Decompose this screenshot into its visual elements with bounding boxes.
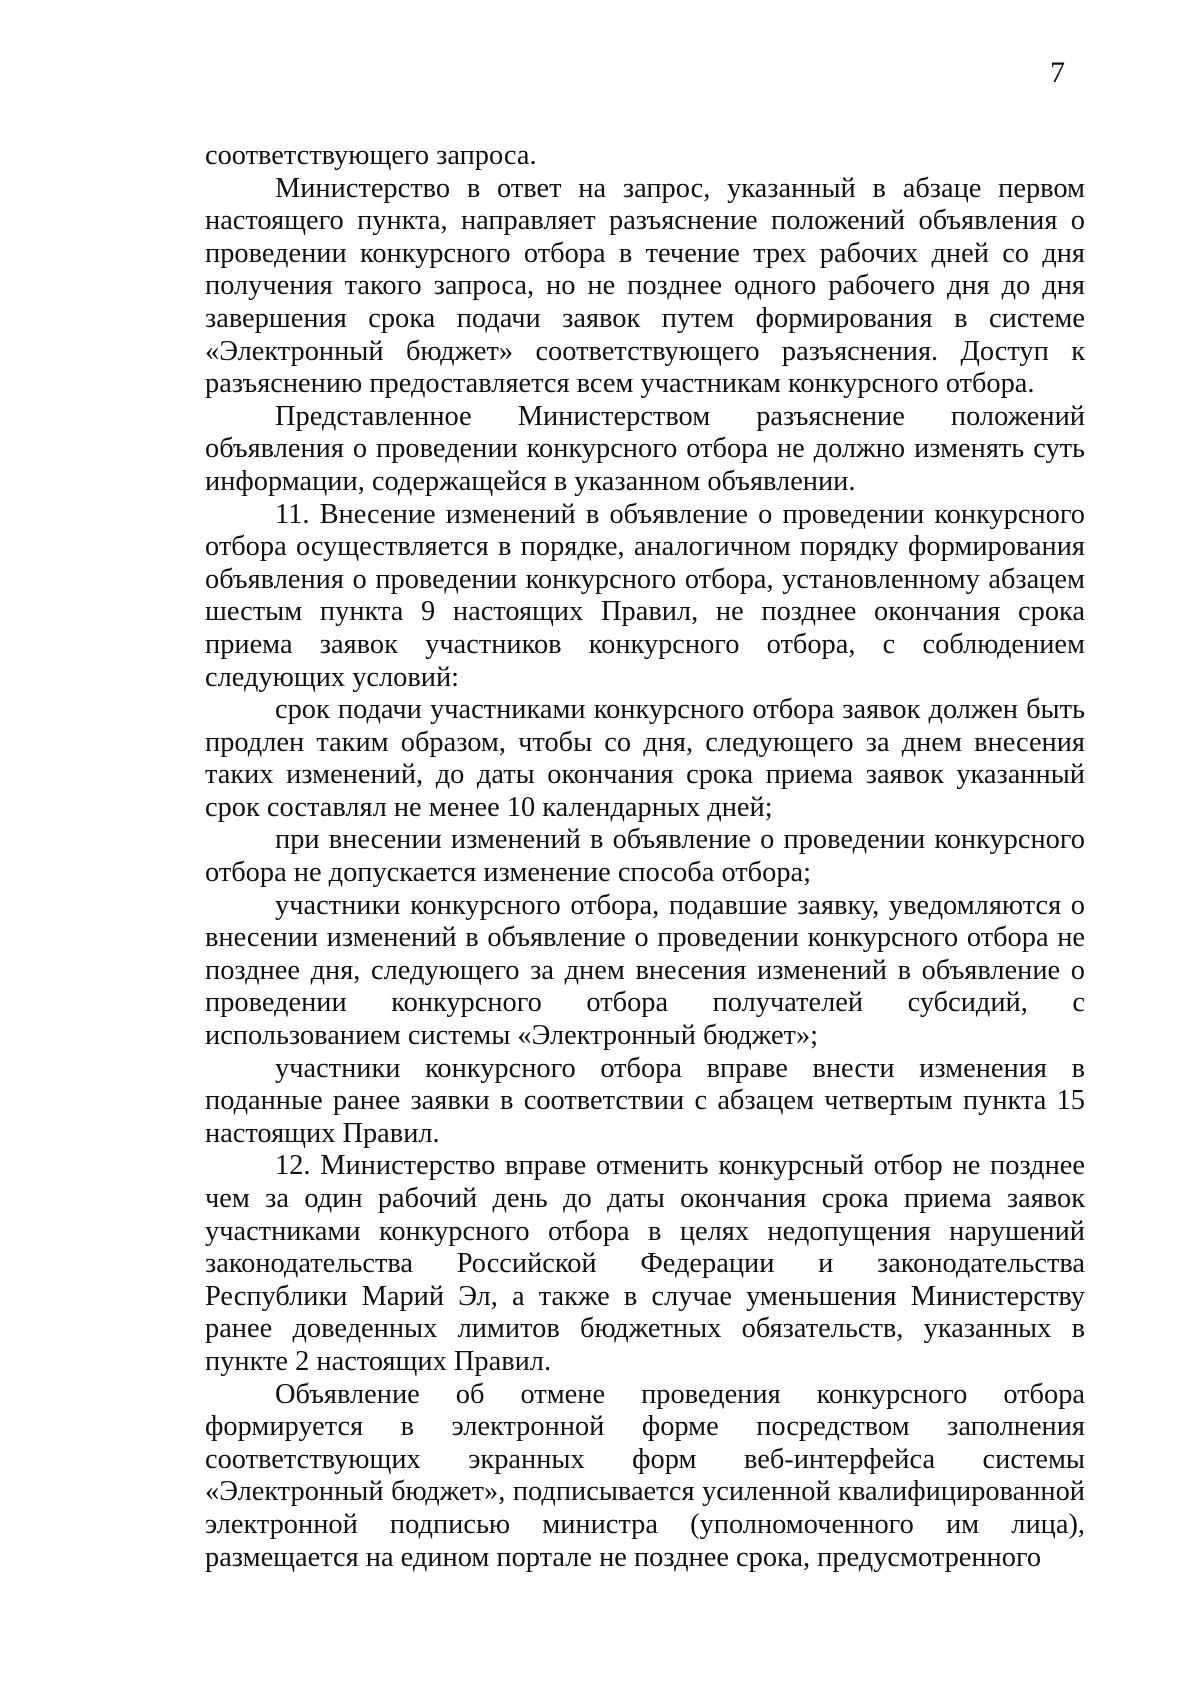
paragraph-item-11: 11. Внесение изменений в объявление о проведении конкурсного отбора осуществляется в порядке, аналогичном порядку формирования объявления о проведении конкурсного отбора, установленному абзацем шестым пункта 9 настоящих Правил, не позднее окончания срока приема заявок участников конкурсного отбора, с соблюдением следующих условий: [205, 498, 1085, 693]
page-number: 7 [1050, 56, 1065, 89]
paragraph-cancellation-notice: Объявление об отмене проведения конкурсного отбора формируется в электронной форме посредством заполнения соответствующих экранных форм веб-интерфейса системы «Электронный бюджет», подписывается усиленной квалифицированной электронной подписью министра (уполномоченного им лица), размещается на едином портале не позднее срока, предусмотренного [205, 1378, 1085, 1573]
paragraph-continuation: соответствующего запроса. [205, 140, 537, 171]
paragraph-deadline-extension: срок подачи участниками конкурсного отбора заявок должен быть продлен таким образом, чтобы со дня, следующего за днем внесения таких изменений, до даты окончания срока приема заявок указанный срок составлял не менее 10 календарных дней; [205, 694, 1085, 823]
paragraph-application-changes: участники конкурсного отбора вправе внести изменения в поданные ранее заявки в соответствии с абзацем четвертым пункта 15 настоящих Правил. [205, 1052, 1085, 1149]
paragraph-item-12: 12. Министерство вправе отменить конкурсный отбор не позднее чем за один рабочий день до даты окончания срока приема заявок участниками конкурсного отбора в целях недопущения нарушений законодательства Российской Федерации и законодательства Республики Марий Эл, а также в случае уменьшения Министерству ранее доведенных лимитов бюджетных обязательств, указанных в пункте 2 настоящих Правил. [205, 1150, 1085, 1377]
paragraph-ministry-response: Министерство в ответ на запрос, указанный в абзаце первом настоящего пункта, направляет разъяснение положений объявления о проведении конкурсного отбора в течение трех рабочих дней со дня получения такого запроса, но не позднее одного рабочего дня до дня завершения срока подачи заявок путем формирования в системе «Электронный бюджет» соответствующего разъяснения. Доступ к разъяснению предоставляется всем участникам конкурсного отбора. [205, 172, 1085, 400]
paragraph-notification: участники конкурсного отбора, подавшие заявку, уведомляются о внесении изменений в объявление о проведении конкурсного отбора не позднее дня, следующего за днем внесения изменений в объявление о проведении конкурсного отбора получателей субсидий, с использованием системы «Электронный бюджет»; [205, 889, 1085, 1052]
paragraph-method-change: при внесении изменений в объявление о проведении конкурсного отбора не допускается изменение способа отбора; [205, 824, 1085, 889]
paragraph-clarification-limits: Представленное Министерством разъяснение положений объявления о проведении конкурсного отбора не должно изменять суть информации, содержащейся в указанном объявлении. [205, 400, 1085, 497]
document-body [205, 140, 1085, 1574]
